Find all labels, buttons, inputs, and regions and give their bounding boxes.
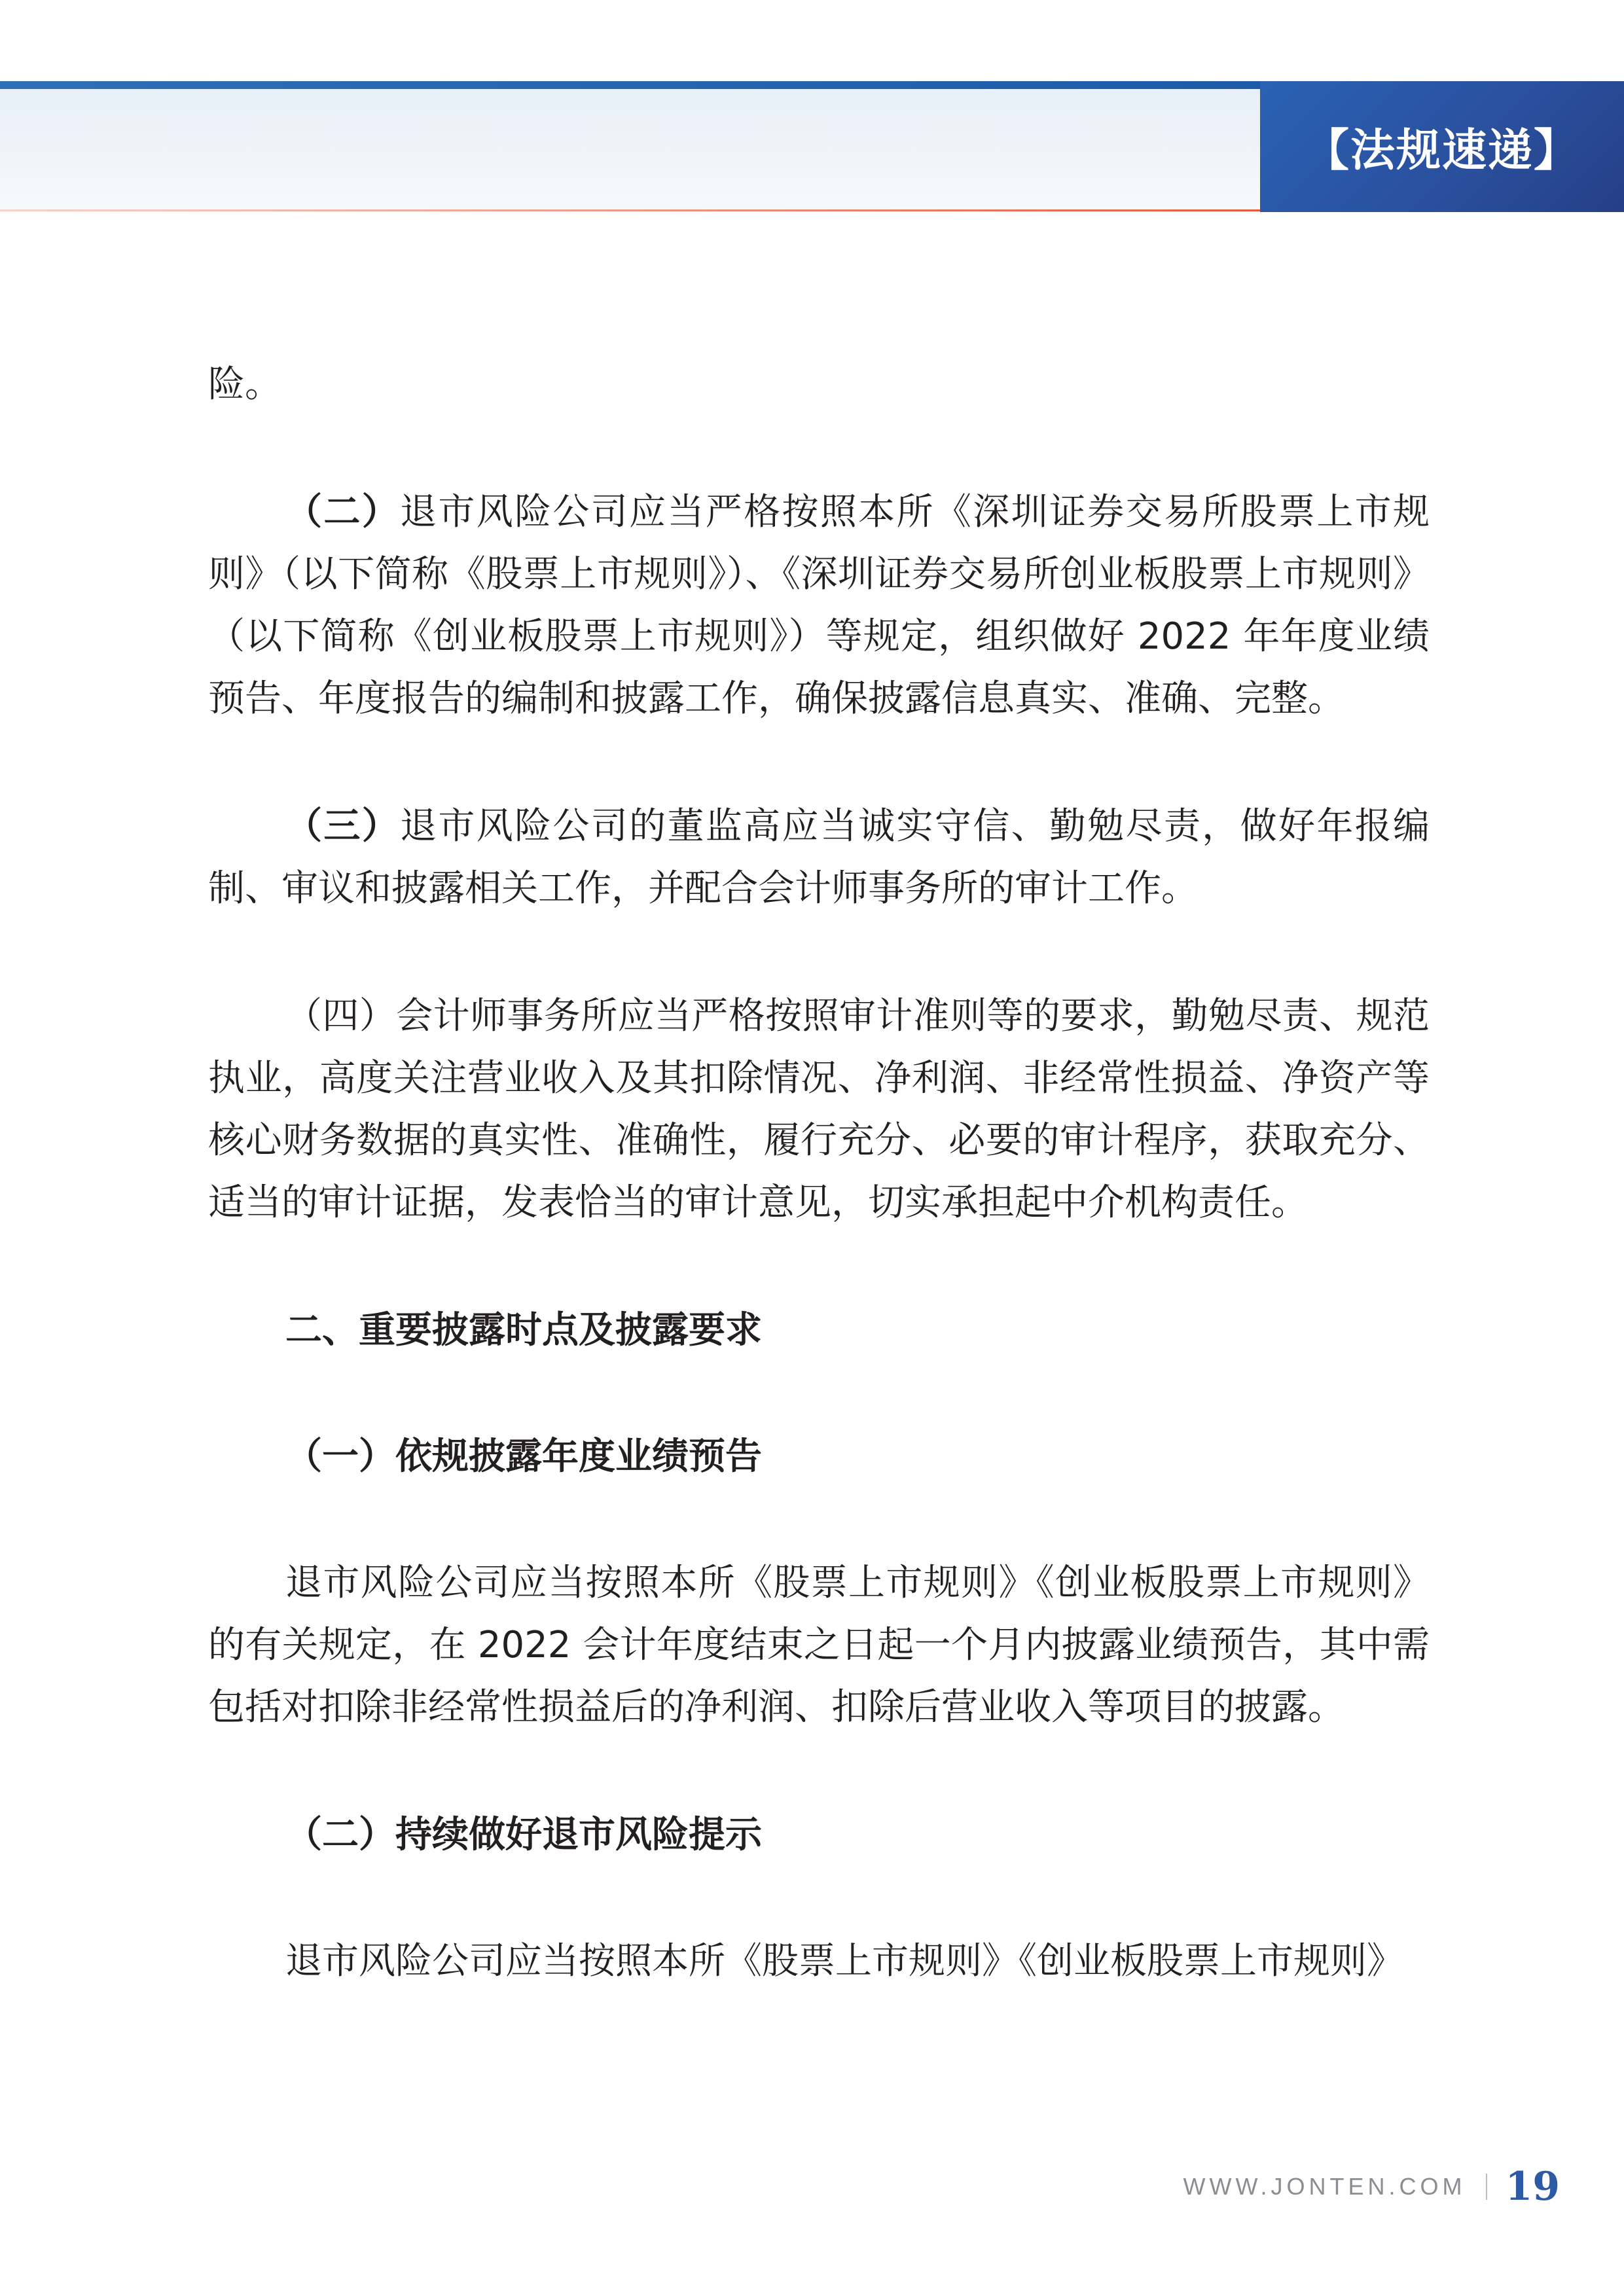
header-red-rule <box>0 209 1260 211</box>
header-top-rule <box>0 81 1260 89</box>
item-2-label: （二） <box>285 491 401 533</box>
item-3-text: 退市风险公司的董监高应当诚实守信、勤勉尽责，做好年报编制、审议和披露相关工作，并配合会计师事务所的审计工作。 <box>208 805 1430 910</box>
paragraph-item-3 <box>208 795 1430 920</box>
section-tag <box>1260 81 1624 212</box>
subsection-1-paragraph: 退市风险公司应当按照本所《股票上市规则》《创业板股票上市规则》的有关规定，在 2022 会计年度结束之日起一个月内披露业绩预告，其中需包括对扣除非经常性损益后的净利润、扣除后营业收入等项目的披露。 <box>208 1562 1430 1729</box>
header-gradient-band <box>0 81 1260 212</box>
section-tag-label: 【法规速递】 <box>1304 124 1579 177</box>
subsection-heading-2: （二）持续做好退市风险提示 <box>285 1814 762 1856</box>
item-2-text: 退市风险公司应当严格按照本所《深圳证券交易所股票上市规则》（以下简称《股票上市规则》）、《深圳证券交易所创业板股票上市规则》（以下简称《创业板股票上市规则》）等规定，组织做好 2022 年年度业绩预告、年度报告的编制和披露工作，确保披露信息真实、准确、完整。 <box>208 491 1430 720</box>
paragraph-item-2 <box>208 481 1430 730</box>
document-body <box>208 353 1430 1992</box>
header-bar <box>0 81 1624 212</box>
subsection-heading-1: （一）依规披露年度业绩预告 <box>285 1435 762 1478</box>
paragraph-item-4: （四）会计师事务所应当严格按照审计准则等的要求，勤勉尽责、规范执业，高度关注营业收入及其扣除情况、净利润、非经常性损益、净资产等核心财务数据的真实性、准确性，履行充分、必要的审计程序，获取充分、适当的审计证据，发表恰当的审计意见，切实承担起中介机构责任。 <box>208 995 1430 1224</box>
item-3-label: （三） <box>285 805 401 848</box>
footer-divider <box>1486 2174 1487 2200</box>
page-footer <box>1183 2157 1560 2216</box>
subsection-2-paragraph: 退市风险公司应当按照本所《股票上市规则》《创业板股票上市规则》 <box>285 1940 1403 1982</box>
section-heading: 二、重要披露时点及披露要求 <box>285 1309 762 1352</box>
page-number: 19 <box>1505 2164 1560 2210</box>
website-url[interactable]: WWW.JONTEN.COM <box>1183 2173 1466 2200</box>
continuation-text: 险。 <box>208 363 281 406</box>
